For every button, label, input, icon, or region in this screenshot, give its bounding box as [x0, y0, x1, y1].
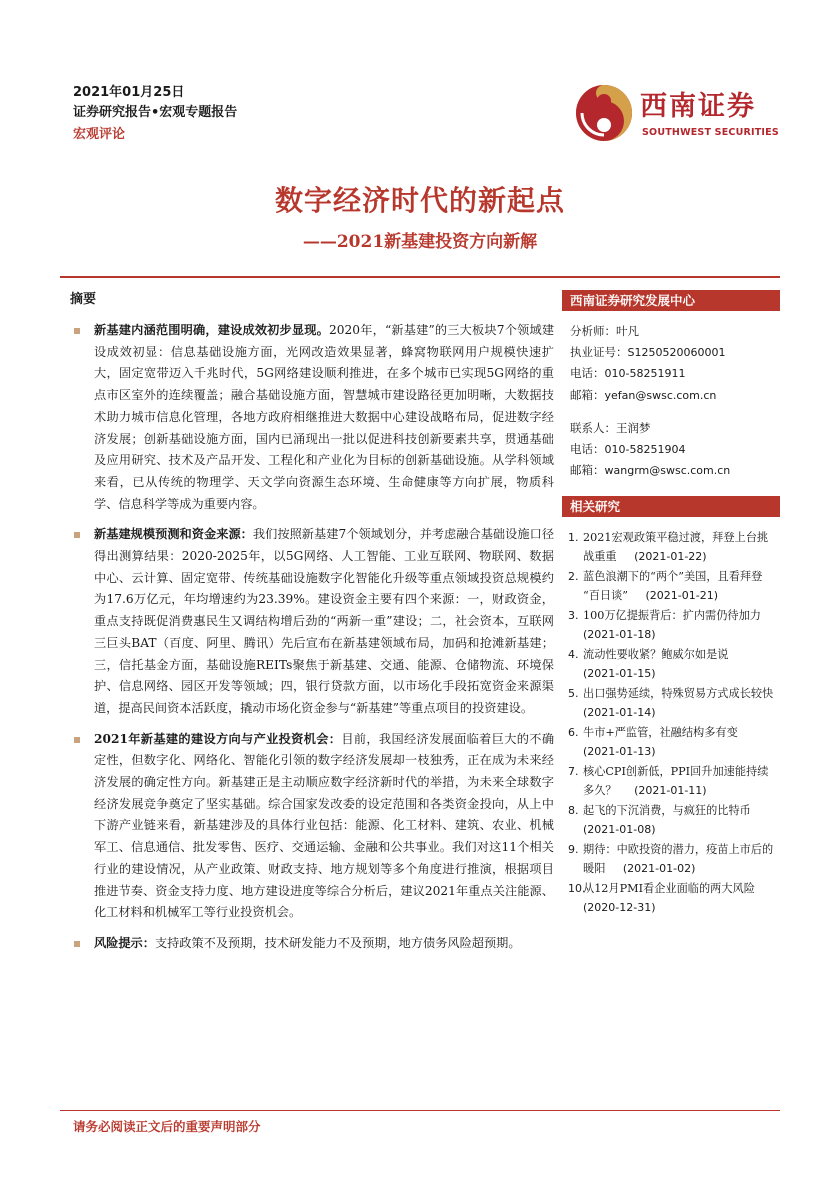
contact-email[interactable]: 邮箱：wangrm@swsc.com.cn [570, 463, 731, 478]
related-research-title-line: 100万亿提振背后：扩内需仍待加力 [583, 608, 761, 622]
related-research-title-line: “百日谈” (2021-01-21) [583, 588, 719, 602]
related-research-date: (2021-01-02) [619, 861, 696, 875]
related-research-date: (2021-01-21) [642, 588, 719, 602]
related-research-title-line: 2021宏观政策平稳过渡，拜登上台挑 [583, 530, 769, 544]
abstract-list [70, 320, 554, 955]
related-research-item[interactable] [568, 840, 780, 878]
report-subtitle: ——2021新基建投资方向新解 [302, 232, 538, 252]
abstract-heading: 摘要 [70, 292, 97, 307]
bullet-square-icon [74, 532, 80, 538]
related-research-title-line: 牛市+严监管，社融结构多有变 [583, 725, 738, 739]
report-title: 数字经济时代的新起点 [274, 184, 565, 217]
abstract-item-text: 我们按照新基建7个领域划分，并考虑融合基础设施口径得出测算结果：2020-2025年，以5G网络、人工智能、工业互联网、物联网、数据中心、云计算、固定宽带、传统基础设施数字化智能化升级等重点领域投资总规模约为17.6万亿元，年均增速约为23.39%。建设资金主要有四个来源：一，财政资金，重点支持既促消费惠民生又调结构增后劲的“两新一重”建设；二，社会资本，互联网三巨头BAT（百度、阿里、腾讯）先后宣布在新基建领域布局，加码和抢滩新基建；三，信托基金方面，基础设施REITs聚焦于新基建、交通、能源、仓储物流、环境保护、信息网络、园区开发等领域；四，银行贷款方面，以市场化手段拓宽资金来源渠道，提高民间资本活跃度，撬动市场化资金参与“新基建”等重点项目的投资建设。 [94, 527, 555, 715]
related-research-title-line: 蓝色浪潮下的“两个”美国，且看拜登 [583, 569, 763, 583]
sidebar [562, 290, 780, 918]
related-research-title-line: 出口强势延续，特殊贸易方式成长较快 [583, 686, 774, 700]
company-logo [574, 83, 779, 145]
abstract-section [70, 290, 554, 964]
related-research-item[interactable] [568, 723, 780, 761]
related-research-number: 8. [568, 803, 579, 817]
abstract-item-lead: 新基建规模预测和资金来源： [94, 527, 253, 542]
analyst-name: 分析师：叶凡 [570, 324, 639, 338]
report-category: 宏观评论 [73, 127, 126, 142]
related-research-date: (2021-01-08) [583, 822, 656, 836]
related-research-date: (2021-01-11) [630, 783, 707, 797]
analyst-phone: 电话：010-58251911 [570, 366, 686, 381]
related-research-number: 4. [568, 647, 579, 661]
abstract-item-lead: 新基建内涵范围明确，建设成效初步显现。 [94, 323, 330, 337]
abstract-item-text: 目前，我国经济发展面临着巨大的不确定性，但数字化、网络化、智能化引领的数字经济发展却一枝独秀，正在成为未来经济发展的确定性方向。新基建正是主动顺应数字经济新时代的举措，为未来全球数字经济发展竞争奠定了坚实基础。综合国家发改委的设定范围和各类资金投向，从上中下游产业链来看，新基建涉及的具体行业包括：能源、化工材料、建筑、农业、机械军工、信息通信、批发零售、医疗、交通运输、金融和公共事业。我们对这11个相关行业的建设情况，从产业政策、财政支持、地方规划等多个角度进行推演，根据项目推进节奏、资金支持力度、地方建设进度等综合分析后，建议2021年重点关注能源、化工材料和机械军工等行业投资机会。 [94, 731, 555, 920]
related-research-date: (2021-01-22) [630, 549, 707, 563]
related-research-item[interactable] [568, 684, 780, 722]
related-research-title-line: 从12月PMI看企业面临的两大风险 [583, 881, 755, 895]
related-research-item[interactable] [568, 762, 780, 800]
analyst-info [562, 311, 780, 482]
abstract-item [70, 320, 554, 515]
related-research-number: 3. [568, 608, 579, 622]
related-research-item[interactable] [568, 879, 780, 917]
related-research-number: 9. [568, 842, 579, 856]
logo-name-en: SOUTHWEST SECURITIES [642, 127, 779, 138]
related-research-number: 10. [568, 881, 586, 895]
abstract-item-lead: 2021年新基建的建设方向与产业投资机会： [94, 731, 342, 746]
bullet-square-icon [74, 941, 80, 947]
logo-name-cn: 西南证券 [640, 91, 756, 122]
related-research-item[interactable] [568, 567, 780, 605]
abstract-item-text: 2020年，“新基建”的三大板块7个领域建设成效初显：信息基础设施方面，光网改造效果显著，蜂窝物联网用户规模快速扩大，固定宽带迈入千兆时代，5G网络建设顺利推进，在多个城市已实现5G网络的重点市区室外的连续覆盖；融合基础设施方面，智慧城市建设路径更加明晰，大数据技术助力城市信息化管理，各地方政府相继推进大数据中心建设战略布局，促进数字经济发展；创新基础设施方面，国内已涌现出一批以促进科技创新要素共享，贯通基础及应用研究、技术及产品开发、工程化和产业化为目标的创新基础设施。从学科领域来看，已从传统的物理学、天文学向资源生态环境、生命健康等方向扩展，物质科学、信息科学等成为重要内容。 [94, 323, 555, 511]
related-research-title-line: 流动性要收紧？鲍威尔如是说 [583, 647, 729, 661]
related-research-title-line: 战重重 (2021-01-22) [583, 549, 707, 563]
disclaimer-footer: 请务必阅读正文后的重要声明部分 [73, 1119, 261, 1134]
related-research-date: (2020-12-31) [583, 900, 656, 914]
analyst-cert: 执业证号：S1250520060001 [570, 344, 726, 359]
related-research-title-line: 暖阳 (2021-01-02) [583, 861, 696, 875]
bullet-square-icon [74, 737, 80, 743]
related-research-number: 7. [568, 764, 579, 778]
related-research-item[interactable] [568, 606, 780, 644]
report-header [73, 84, 237, 146]
related-research-number: 6. [568, 725, 579, 739]
related-research-number: 2. [568, 569, 579, 583]
related-research-date: (2021-01-14) [583, 705, 656, 719]
abstract-item-lead: 风险提示： [94, 935, 155, 950]
related-research-number: 1. [568, 530, 579, 544]
bottom-divider [60, 1110, 780, 1111]
related-research-date: (2021-01-15) [583, 666, 656, 680]
related-research-title-line: 期待：中欧投资的潜力，疫苗上市后的 [583, 842, 774, 856]
related-research-title-line: 起飞的下沉消费，与疯狂的比特币 [583, 803, 751, 817]
top-divider [60, 276, 780, 278]
abstract-item [70, 729, 554, 924]
analyst-email[interactable]: 邮箱：yefan@swsc.com.cn [570, 388, 717, 403]
related-research-title-line: 核心CPI创新低，PPI回升加速能持续 [583, 764, 769, 778]
related-research-date: (2021-01-18) [583, 627, 656, 641]
related-research-item[interactable] [568, 528, 780, 566]
related-research-title-line: 多久？ (2021-01-11) [583, 783, 707, 797]
related-research-item[interactable] [568, 645, 780, 683]
report-date: 2021年01月25日 [73, 85, 185, 100]
bullet-square-icon [74, 328, 80, 334]
contact-phone: 电话：010-58251904 [570, 441, 686, 456]
research-center-title: 西南证券研究发展中心 [562, 290, 780, 311]
related-research-number: 5. [568, 686, 579, 700]
abstract-item [70, 933, 554, 955]
logo-mark-icon [574, 83, 634, 143]
related-research-item[interactable] [568, 801, 780, 839]
related-research-title: 相关研究 [562, 496, 780, 517]
related-research-list [562, 517, 780, 917]
abstract-item-text: 支持政策不及预期，技术研发能力不及预期，地方债务风险超预期。 [154, 935, 521, 950]
contact-name: 联系人：王润梦 [570, 420, 651, 435]
report-type: 证券研究报告•宏观专题报告 [73, 105, 238, 120]
related-research-date: (2021-01-13) [583, 744, 656, 758]
abstract-item [70, 524, 554, 719]
